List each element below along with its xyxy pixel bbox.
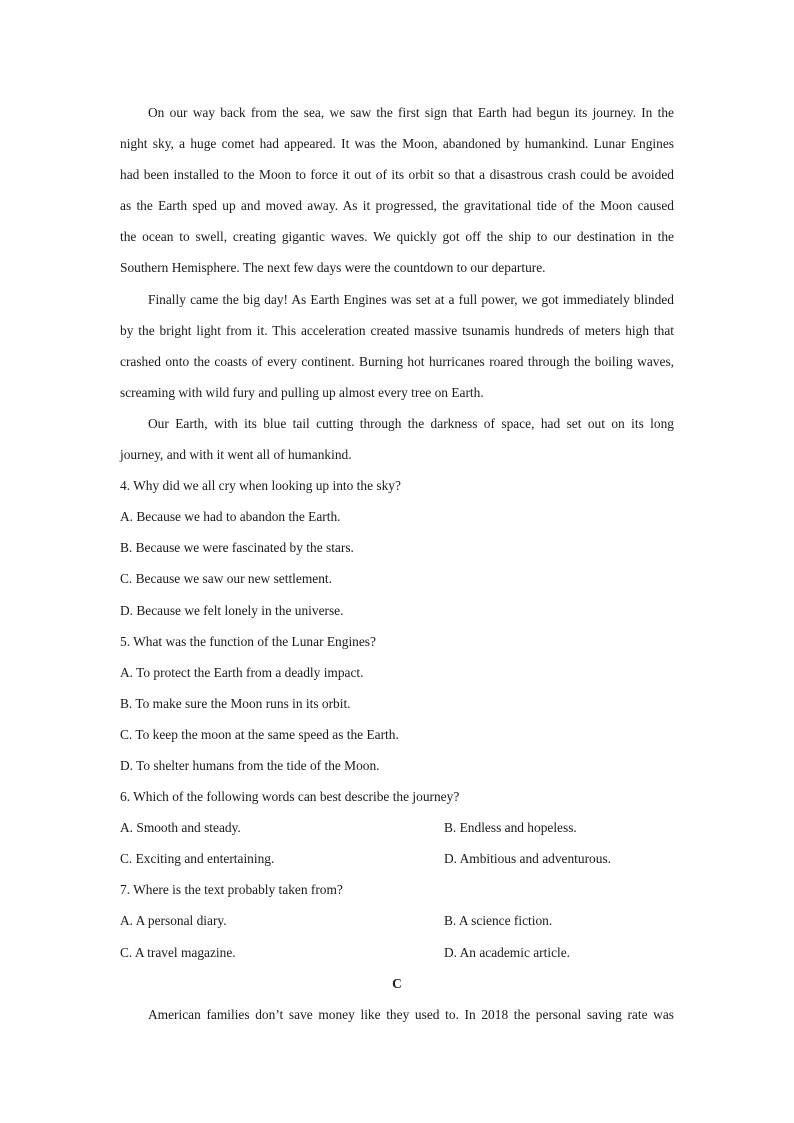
text-line: by the bright light from it. This acceleration created massive tsunamis hundreds of meters high that <box>120 322 674 338</box>
page-content <box>120 102 674 1035</box>
text-line: Our Earth, with its blue tail cutting through the darkness of space, had set out on its long <box>148 415 674 431</box>
passage-c-first-line: American families don’t save money like they used to. In 2018 the personal saving rate was <box>148 1006 674 1022</box>
passage-b-paragraph-2 <box>120 289 674 413</box>
option-c: C. Exciting and entertaining. <box>120 851 275 867</box>
text-line: crashed onto the coasts of every continent. Burning hot hurricanes roared through the boiling waves, <box>120 353 674 369</box>
text-line: night sky, a huge comet had appeared. It was the Moon, abandoned by humankind. Lunar Engines <box>120 136 674 152</box>
option-a: A. Smooth and steady. <box>120 820 241 836</box>
text-line: the ocean to swell, creating gigantic waves. We quickly got off the ship to our destination in the <box>120 229 674 245</box>
option-b: B. A science fiction. <box>444 913 553 929</box>
option-d: D. Ambitious and adventurous. <box>444 851 611 867</box>
option-c: C. Because we saw our new settlement. <box>120 571 332 587</box>
text-line: Finally came the big day! As Earth Engines was set at a full power, we got immediately blinded <box>148 291 674 307</box>
text-line: On our way back from the sea, we saw the first sign that Earth had begun its journey. In the <box>148 105 674 120</box>
option-b: B. Endless and hopeless. <box>444 820 577 836</box>
option-b: B. To make sure the Moon runs in its orbit. <box>120 695 351 711</box>
option-a: A. Because we had to abandon the Earth. <box>120 509 341 525</box>
question-stem: 5. What was the function of the Lunar Engines? <box>120 633 376 649</box>
question-stem: 6. Which of the following words can best describe the journey? <box>120 789 460 805</box>
text-line: as the Earth sped up and moved away. As it progressed, the gravitational tide of the Moon caused <box>120 198 674 214</box>
question-stem: 7. Where is the text probably taken from? <box>120 882 343 898</box>
text-line: journey, and with it went all of humankind. <box>120 447 352 463</box>
passage-b-paragraph-1 <box>120 102 674 289</box>
option-a: A. A personal diary. <box>120 913 227 929</box>
passage-b-paragraph-3 <box>120 413 674 475</box>
option-b: B. Because we were fascinated by the stars. <box>120 540 354 556</box>
text-line: screaming with wild fury and pulling up almost every tree on Earth. <box>120 384 484 400</box>
option-d: D. An academic article. <box>444 944 571 960</box>
option-c: C. A travel magazine. <box>120 944 236 960</box>
section-heading-c: C <box>392 975 402 991</box>
question-stem: 4. Why did we all cry when looking up into the sky? <box>120 478 401 494</box>
text-line: had been installed to the Moon to force it out of its orbit so that a disastrous crash could be avoided <box>120 167 674 183</box>
option-c: C. To keep the moon at the same speed as the Earth. <box>120 726 399 742</box>
question-7 <box>120 879 674 972</box>
option-row <box>120 817 674 848</box>
question-6 <box>120 786 674 879</box>
option-d: D. To shelter humans from the tide of the Moon. <box>120 757 380 773</box>
option-d: D. Because we felt lonely in the universe. <box>120 602 344 618</box>
option-row <box>120 910 674 941</box>
option-a: A. To protect the Earth from a deadly impact. <box>120 664 364 680</box>
question-4 <box>120 475 674 630</box>
question-5 <box>120 631 674 786</box>
text-line: Southern Hemisphere. The next few days were the countdown to our departure. <box>120 260 546 276</box>
option-row <box>120 848 674 879</box>
option-row <box>120 942 674 973</box>
